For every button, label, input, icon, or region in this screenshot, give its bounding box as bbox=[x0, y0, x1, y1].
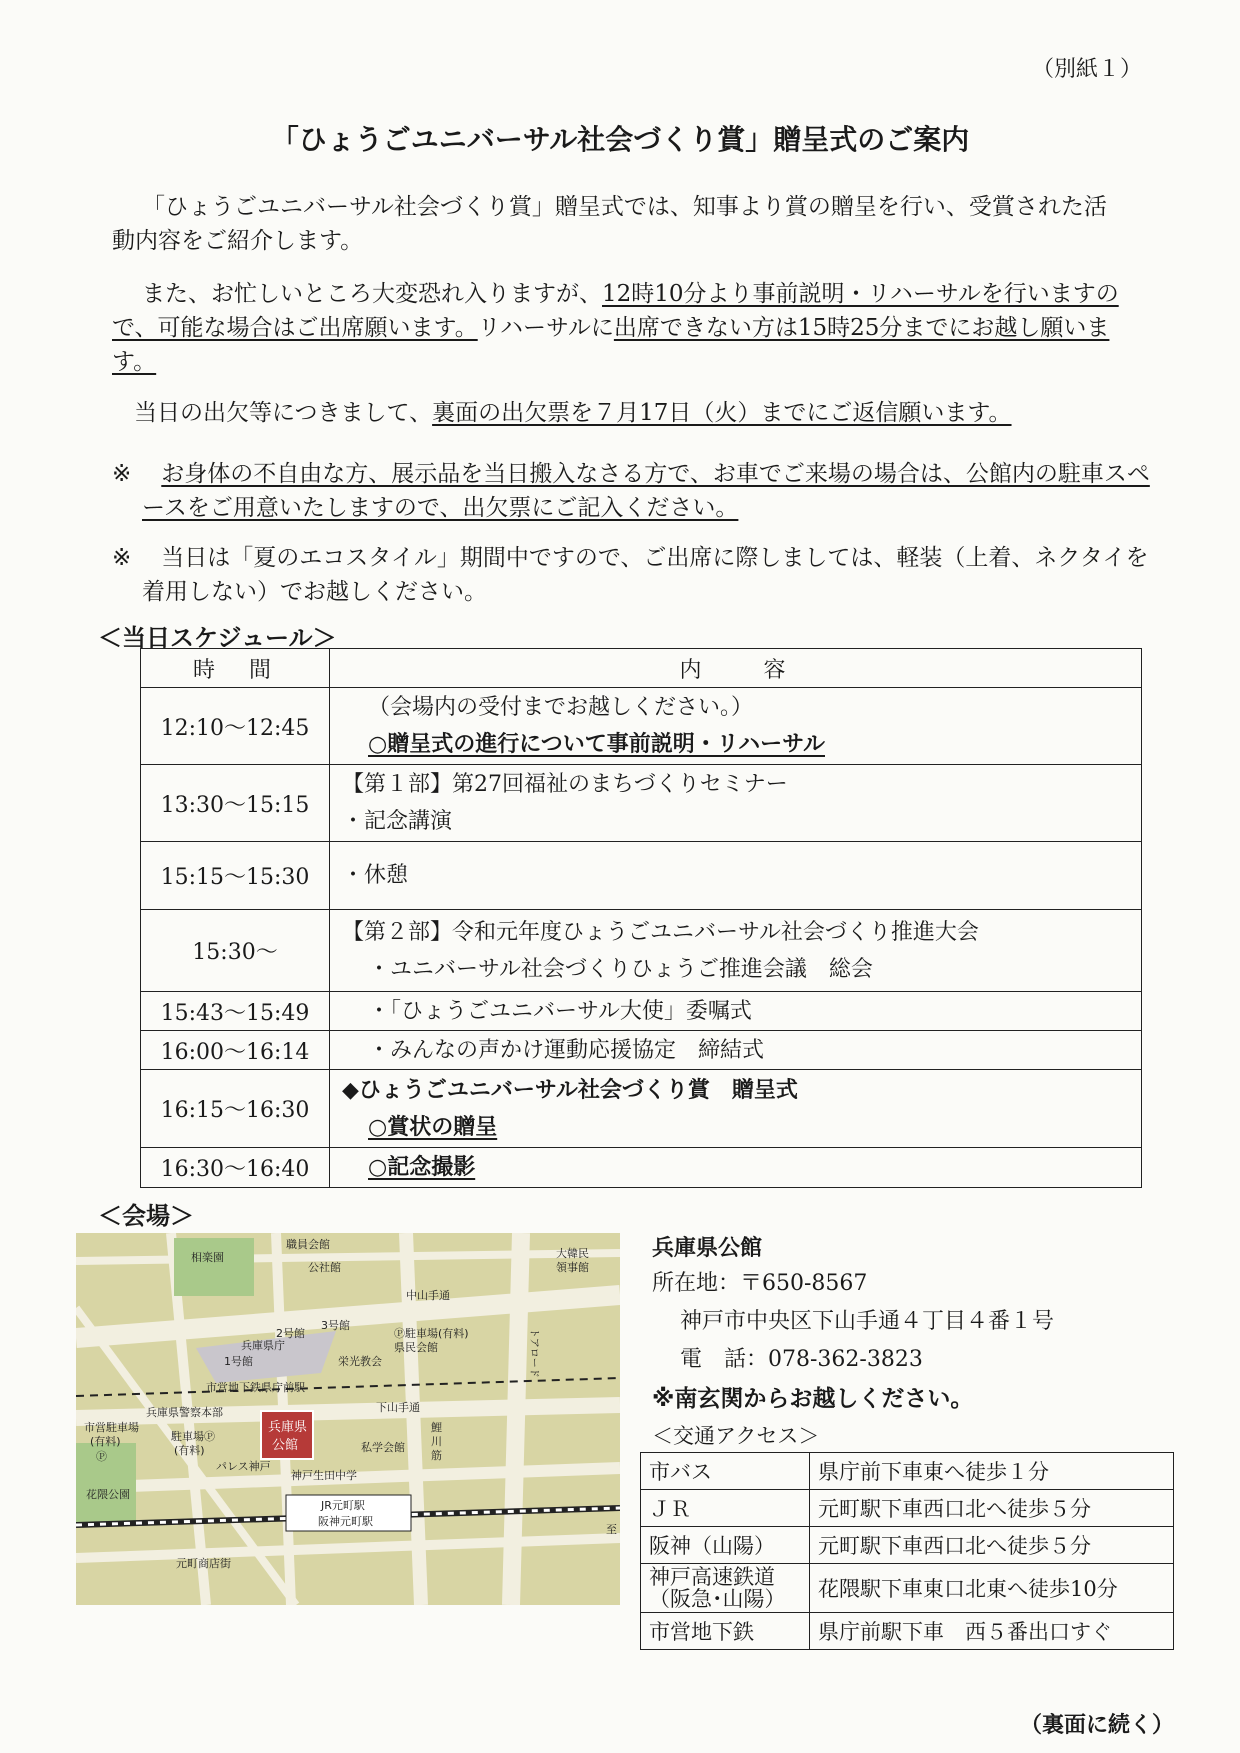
schedule-content bbox=[330, 910, 1142, 992]
access-route: 県庁前駅下車 西５番出口すぐ bbox=[810, 1613, 1174, 1650]
schedule-time: 15:43〜15:49 bbox=[141, 992, 330, 1031]
schedule-content bbox=[330, 992, 1142, 1031]
map-label: 兵庫県警察本部 bbox=[146, 1406, 223, 1419]
access-mode: 阪神（山陽） bbox=[641, 1527, 810, 1564]
map-label: 中山手通 bbox=[406, 1289, 450, 1302]
schedule-time: 13:30〜15:15 bbox=[141, 765, 330, 842]
schedule-line: 【第２部】令和元年度ひょうごユニバーサル社会づくり推進大会 bbox=[342, 919, 979, 945]
page-title: 「ひょうごユニバーサル社会づくり賞」贈呈式のご案内 bbox=[270, 123, 970, 156]
table-row bbox=[141, 1148, 1142, 1188]
sorakuen-park bbox=[174, 1238, 254, 1296]
schedule-content bbox=[330, 842, 1142, 910]
map-label: 下山手通 bbox=[376, 1401, 420, 1414]
map-label: 神戸生田中学 bbox=[291, 1469, 357, 1482]
map-label: 職員会館 bbox=[286, 1238, 330, 1251]
schedule-time: 16:15〜16:30 bbox=[141, 1070, 330, 1148]
access-mode: ＪＲ bbox=[641, 1490, 810, 1527]
entrance-note: ※南玄関からお越しください。 bbox=[652, 1386, 974, 1412]
p2-text-1: また、お忙しいところ大変恐れ入りますが、 bbox=[142, 281, 602, 307]
late-arrival-note: 出席できない方は15時25分までにお越し願います。 bbox=[112, 315, 1110, 375]
table-row bbox=[641, 1527, 1174, 1564]
access-table bbox=[640, 1452, 1174, 1650]
access-route: 花隈駅下車東口北東へ徒歩10分 bbox=[810, 1564, 1174, 1613]
p3-text: 当日の出欠等につきまして、 bbox=[134, 400, 433, 426]
schedule-line: ○贈呈式の進行について事前説明・リハーサル bbox=[368, 732, 825, 757]
map-label: 駐車場Ⓟ bbox=[171, 1430, 215, 1443]
schedule-line: ・ユニバーサル社会づくりひょうご推進会議 総会 bbox=[368, 956, 873, 982]
note-mark: ※ bbox=[112, 545, 132, 571]
rehearsal-time-note: 12時10分より事前説明・リハーサルを行いますので、可能な場合はご出席願います。 bbox=[112, 281, 1119, 341]
schedule-line: ○記念撮影 bbox=[368, 1155, 476, 1180]
schedule-line: （会場内の受付までお越しください。） bbox=[368, 695, 754, 720]
table-row bbox=[641, 1613, 1174, 1650]
table-row bbox=[641, 1564, 1174, 1613]
table-row bbox=[641, 1490, 1174, 1527]
map-label: 2号館 bbox=[276, 1327, 305, 1340]
annex-label: （別紙１） bbox=[1032, 57, 1143, 82]
map-label: 市営地下鉄県庁前駅 bbox=[206, 1381, 305, 1394]
schedule-time: 12:10〜12:45 bbox=[141, 688, 330, 765]
intro-paragraph-3 bbox=[112, 396, 1124, 430]
map-label: 元町商店街 bbox=[176, 1557, 231, 1570]
schedule-line: ・休憩 bbox=[342, 863, 409, 888]
schedule-time: 15:15〜15:30 bbox=[141, 842, 330, 910]
map-label: 公社館 bbox=[308, 1261, 341, 1274]
road bbox=[511, 1233, 521, 1605]
access-heading: ＜交通アクセス＞ bbox=[652, 1424, 820, 1448]
map-label: トアロード bbox=[528, 1328, 539, 1378]
access-route: 県庁前下車東へ徒歩１分 bbox=[810, 1453, 1174, 1490]
map-label: 川 bbox=[431, 1435, 442, 1448]
schedule-line: ○賞状の贈呈 bbox=[368, 1114, 498, 1140]
table-row bbox=[641, 1453, 1174, 1490]
map-label: Ⓟ駐車場(有料) bbox=[394, 1327, 469, 1340]
map-label: 領事館 bbox=[556, 1261, 589, 1274]
table-row bbox=[141, 1070, 1142, 1148]
map-label: 私学会館 bbox=[361, 1441, 405, 1454]
map-label: 大韓民 bbox=[556, 1247, 589, 1260]
access-route: 元町駅下車西口北へ徒歩５分 bbox=[810, 1527, 1174, 1564]
map-label: Ⓟ bbox=[96, 1450, 107, 1463]
table-row bbox=[141, 842, 1142, 910]
schedule-table bbox=[140, 648, 1142, 1188]
schedule-time: 16:30〜16:40 bbox=[141, 1148, 330, 1188]
map-label: JR元町駅 bbox=[321, 1499, 365, 1512]
venue-heading: ＜会場＞ bbox=[98, 1202, 194, 1230]
schedule-content bbox=[330, 688, 1142, 765]
table-row bbox=[141, 688, 1142, 765]
time-column-header: 時 間 bbox=[141, 649, 330, 688]
map-label: パレス神戸 bbox=[216, 1460, 271, 1473]
table-row bbox=[141, 765, 1142, 842]
venue-address: 神戸市中央区下山手通４丁目４番１号 bbox=[680, 1309, 1055, 1334]
map-label: 花隈公園 bbox=[86, 1488, 130, 1501]
schedule-content bbox=[330, 1070, 1142, 1148]
content-column-header: 内 容 bbox=[330, 649, 1142, 688]
schedule-line: 【第１部】第27回福祉のまちづくりセミナー bbox=[342, 772, 788, 797]
map-label: 3号館 bbox=[321, 1319, 350, 1332]
schedule-content bbox=[330, 765, 1142, 842]
continued-note: （裏面に続く） bbox=[1020, 1713, 1175, 1738]
schedule-line: ・「ひょうごユニバーサル大使」委嘱式 bbox=[368, 998, 752, 1024]
p2-text-2: リハーサルに bbox=[477, 315, 614, 341]
table-row bbox=[141, 992, 1142, 1031]
venue-postal: 所在地：〒650-8567 bbox=[652, 1271, 868, 1296]
map-label: 栄光教会 bbox=[338, 1355, 382, 1368]
map-label: 相楽園 bbox=[191, 1251, 224, 1264]
parking-note bbox=[112, 457, 1154, 525]
access-route: 元町駅下車西口北へ徒歩５分 bbox=[810, 1490, 1174, 1527]
schedule-time: 16:00〜16:14 bbox=[141, 1031, 330, 1070]
dress-code-text: 当日は「夏のエコスタイル」期間中ですので、ご出席に際しましては、軽装（上着、ネクタイを着用しない）でお越しください。 bbox=[142, 545, 1149, 605]
map-label: 鯉 bbox=[431, 1421, 442, 1434]
venue-phone: 電 話：078-362-3823 bbox=[680, 1347, 923, 1372]
table-row bbox=[141, 910, 1142, 992]
parking-note-text: お身体の不自由な方、展示品を当日搬入なさる方で、お車でご来場の場合は、公館内の駐車スペースをご用意いたしますので、出欠票にご記入ください。 bbox=[142, 461, 1150, 521]
schedule-time: 15:30〜 bbox=[141, 910, 330, 992]
map-label: (有料) bbox=[174, 1444, 205, 1457]
access-mode: 市バス bbox=[641, 1453, 810, 1490]
map-label: 兵庫県庁 bbox=[241, 1339, 285, 1352]
schedule-heading: ＜当日スケジュール＞ bbox=[98, 624, 337, 652]
schedule-content bbox=[330, 1031, 1142, 1070]
map-label: 筋 bbox=[431, 1449, 442, 1462]
schedule-line: ・記念講演 bbox=[342, 809, 453, 834]
table-row bbox=[141, 1031, 1142, 1070]
intro-paragraph-2 bbox=[112, 277, 1124, 379]
map-label: 兵庫県 bbox=[268, 1420, 308, 1435]
access-mode: 市営地下鉄 bbox=[641, 1613, 810, 1650]
schedule-line: ◆ひょうごユニバーサル社会づくり賞 贈呈式 bbox=[342, 1077, 798, 1103]
dress-code-note bbox=[112, 541, 1154, 609]
map-label: 市営駐車場 bbox=[84, 1421, 139, 1434]
venue-name: 兵庫県公館 bbox=[652, 1236, 763, 1261]
schedule-line: ・みんなの声かけ運動応援協定 締結式 bbox=[368, 1037, 765, 1063]
intro-paragraph-1: 「ひょうごユニバーサル社会づくり賞」贈呈式では、知事より賞の贈呈を行い、受賞された活動内容をご紹介します。 bbox=[112, 194, 1107, 254]
map-label: 至 bbox=[606, 1523, 617, 1536]
map-label: 県民会館 bbox=[394, 1341, 438, 1354]
note-mark: ※ bbox=[112, 461, 132, 487]
table-header-row bbox=[141, 649, 1142, 688]
map-label: 阪神元町駅 bbox=[318, 1515, 373, 1528]
venue-map bbox=[76, 1233, 620, 1605]
access-mode: 神戸高速鉄道（阪急･山陽） bbox=[641, 1564, 810, 1613]
schedule-content bbox=[330, 1148, 1142, 1188]
map-label: 1号館 bbox=[224, 1355, 253, 1368]
map-label: 公館 bbox=[272, 1438, 299, 1453]
map-label: (有料) bbox=[90, 1435, 121, 1448]
reply-deadline: 裏面の出欠票を７月17日（火）までにご返信願います。 bbox=[432, 400, 1012, 426]
